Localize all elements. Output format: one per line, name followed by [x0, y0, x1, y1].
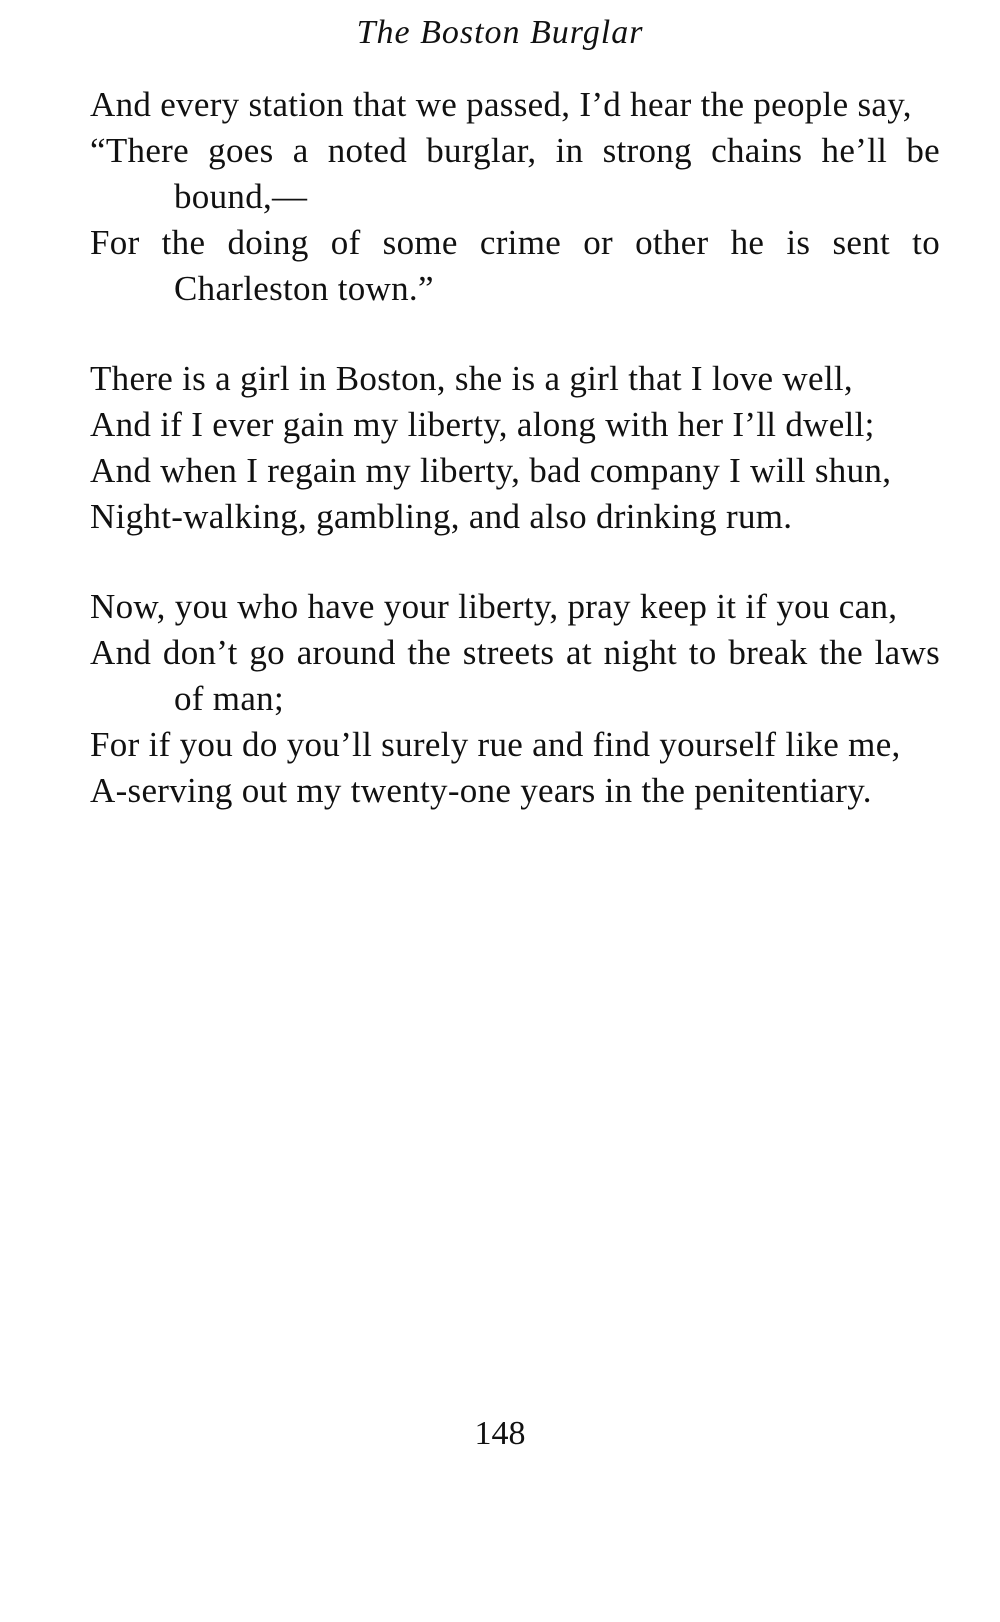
verse-line: There is a girl in Boston, she is a girl that I love well,	[90, 359, 853, 398]
verse-line: And when I regain my liberty, bad company I will shun,	[90, 451, 892, 490]
verse-line: For the doing of some crime or other he is sent to Charleston town.”	[90, 223, 940, 308]
verse-line: And don’t go around the streets at night to break the laws of man;	[90, 633, 940, 718]
stanza	[90, 584, 940, 814]
poem-body	[90, 82, 940, 858]
verse-line: A-serving out my twenty-one years in the penitentiary.	[90, 771, 872, 810]
running-head: The Boston Burglar	[356, 14, 644, 51]
stanza	[90, 356, 940, 540]
page-number: 148	[474, 1415, 526, 1452]
verse-line: Night-walking, gambling, and also drinking rum.	[90, 497, 793, 536]
verse-line: For if you do you’ll surely rue and find yourself like me,	[90, 725, 901, 764]
verse-line: And if I ever gain my liberty, along with her I’ll dwell;	[90, 405, 875, 444]
verse-line: And every station that we passed, I’d hear the people say,	[90, 85, 912, 124]
stanza	[90, 82, 940, 312]
verse-line: Now, you who have your liberty, pray keep it if you can,	[90, 587, 898, 626]
verse-line: “There goes a noted burglar, in strong chains he’ll be bound,—	[90, 131, 940, 216]
